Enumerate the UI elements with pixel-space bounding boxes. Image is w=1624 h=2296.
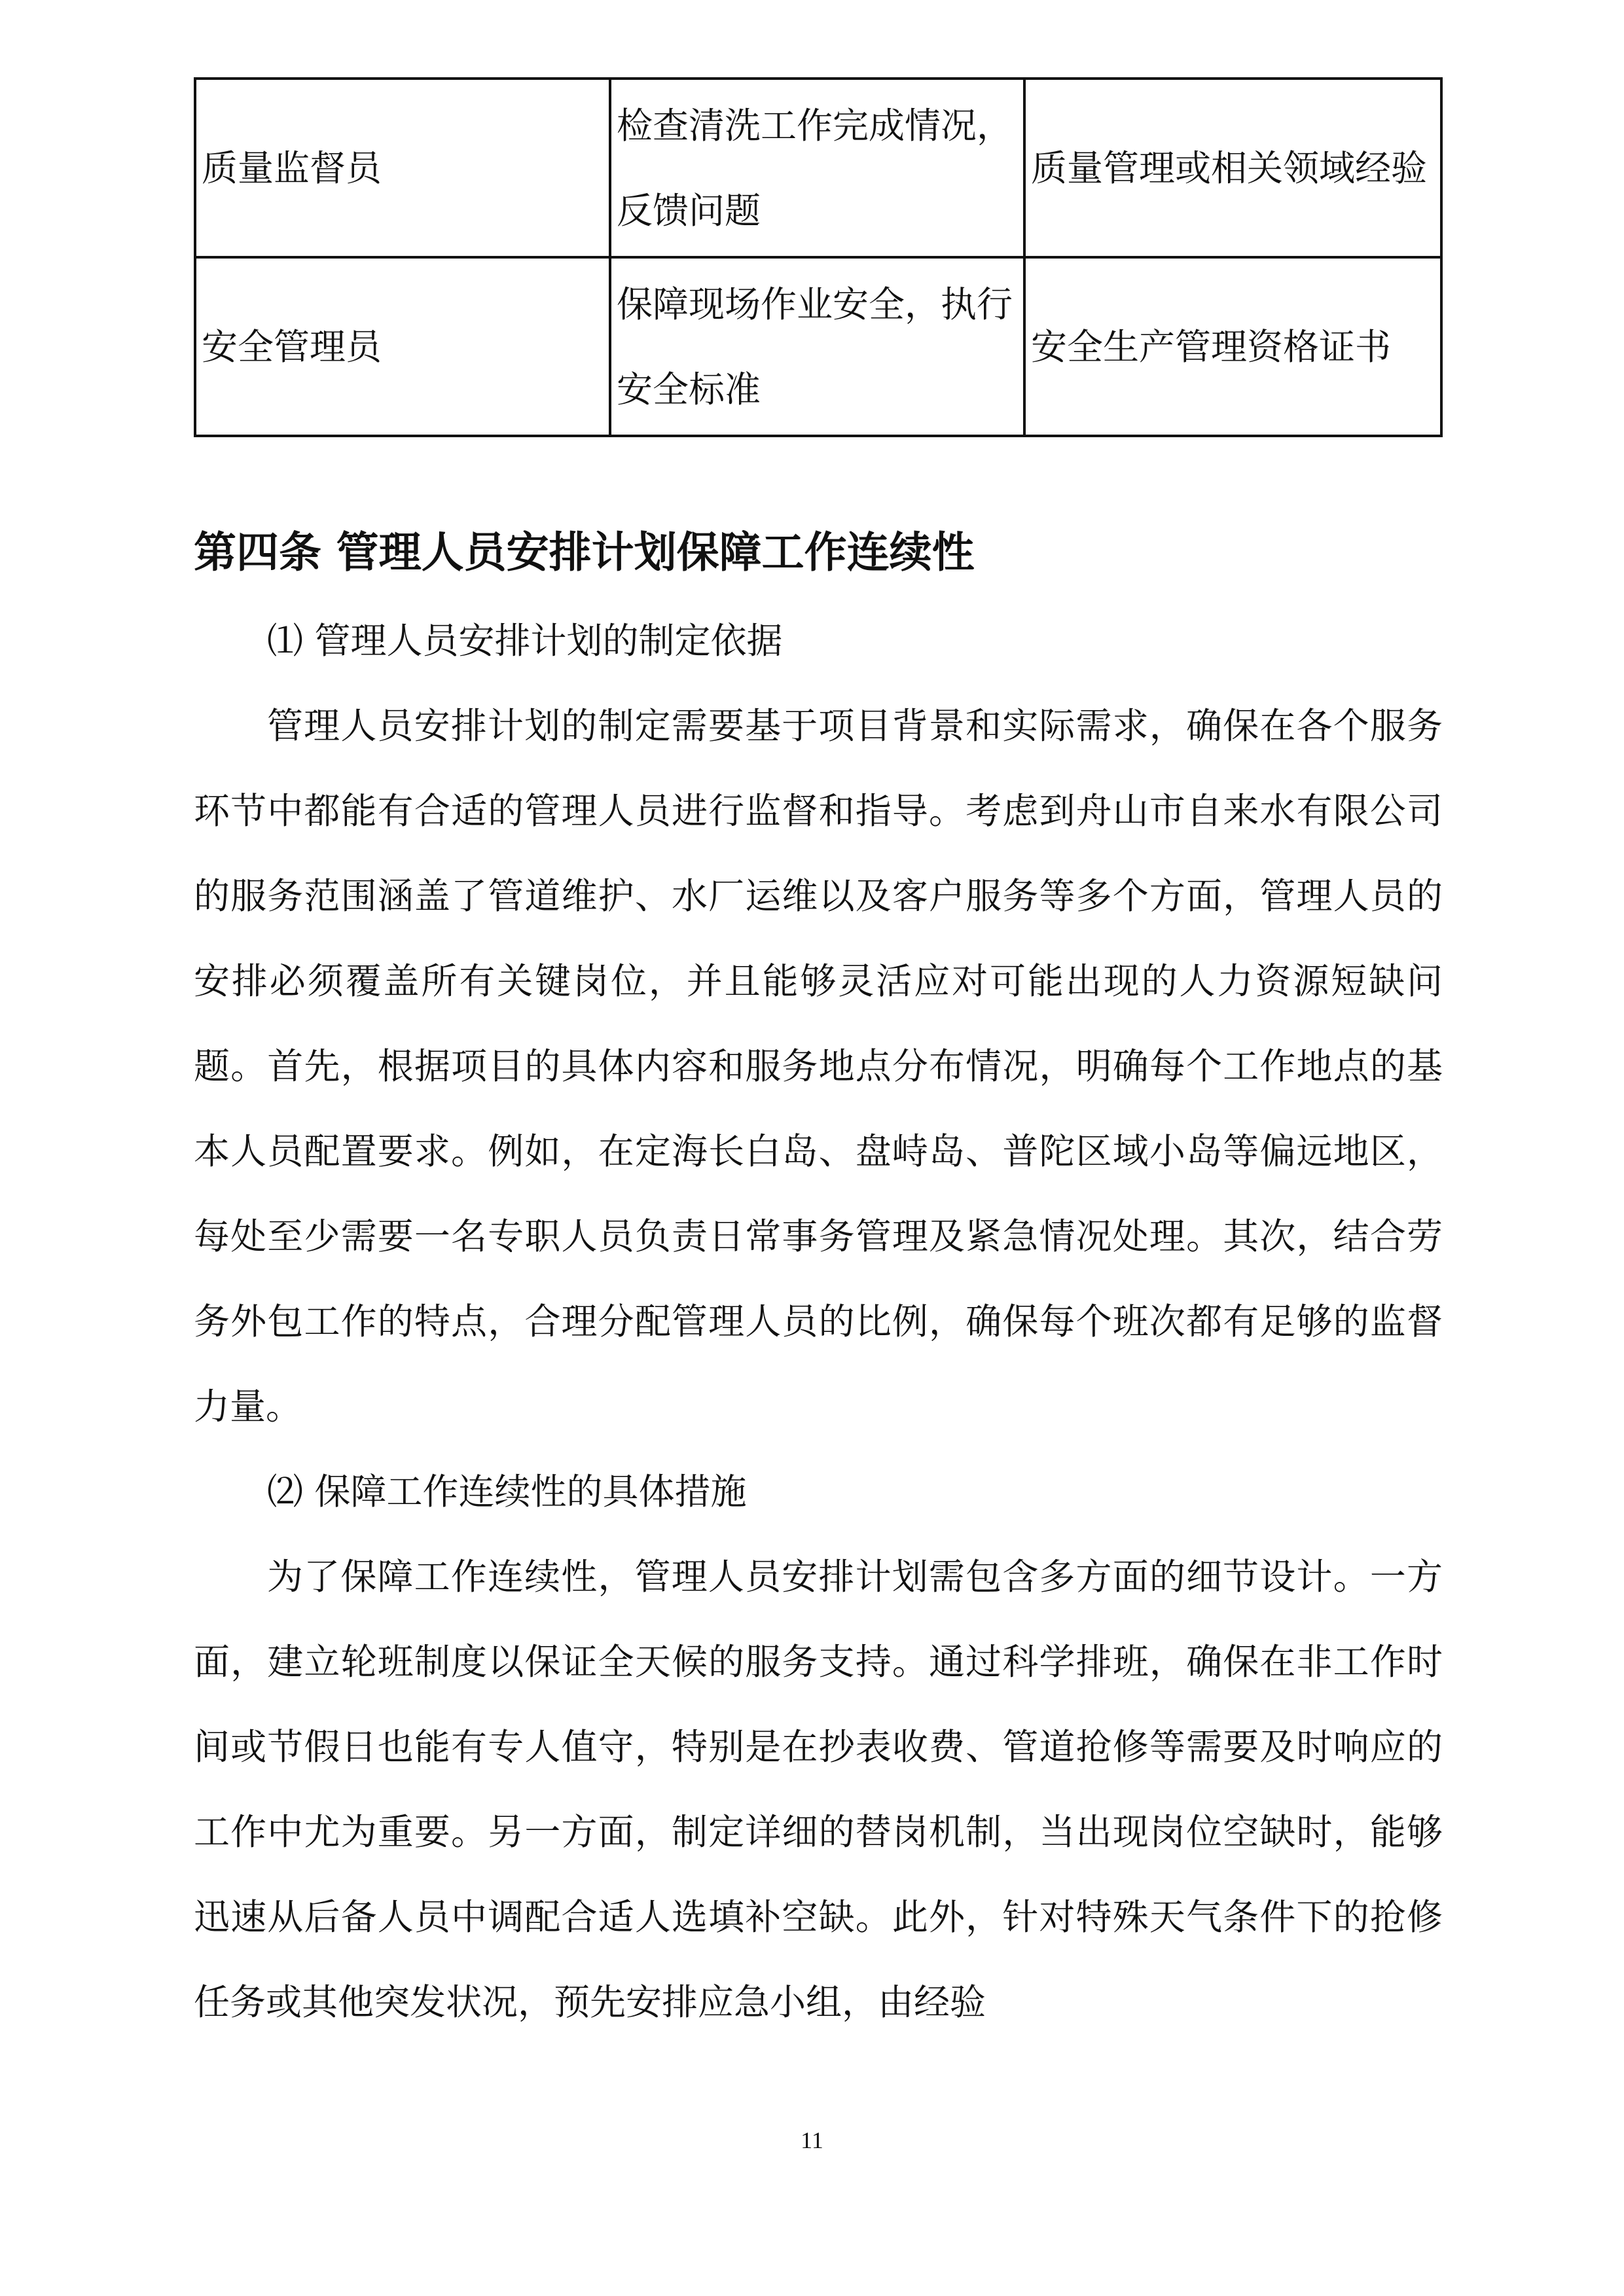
section1-title: ⑴ 管理人员安排计划的制定依据 bbox=[267, 620, 783, 662]
table-row bbox=[195, 79, 1441, 257]
section2-title: ⑵ 保障工作连续性的具体措施 bbox=[267, 1471, 747, 1513]
roles-table bbox=[194, 77, 1443, 437]
role-requirement-cell: 安全生产管理资格证书 bbox=[1024, 257, 1441, 436]
role-duty-cell: 检查清洗工作完成情况，反馈问题 bbox=[610, 79, 1024, 257]
page-number: 11 bbox=[801, 2127, 823, 2153]
role-name-cell: 质量监督员 bbox=[195, 79, 610, 257]
role-requirement-cell: 质量管理或相关领域经验 bbox=[1024, 79, 1441, 257]
article-heading: 第四条 管理人员安排计划保障工作连续性 bbox=[194, 528, 975, 577]
section2-paragraph: 为了保障工作连续性，管理人员安排计划需包含多方面的细节设计。一方面，建立轮班制度以保证全天候的服务支持。通过科学排班，确保在非工作时间或节假日也能有专人值守，特别是在抄表收费、管道抢修等需要及时响应的工作中尤为重要。另一方面，制定详细的替岗机制，当出现岗位空缺时，能够迅速从后备人员中调配合适人选填补空缺。此外，针对特殊天气条件下的抢修任务或其他突发状况，预先安排应急小组，由经验 bbox=[194, 1556, 1443, 2023]
role-duty-cell: 保障现场作业安全，执行安全标准 bbox=[610, 257, 1024, 436]
table-row bbox=[195, 257, 1441, 436]
role-name-cell: 安全管理员 bbox=[195, 257, 610, 436]
section1-paragraph: 管理人员安排计划的制定需要基于项目背景和实际需求，确保在各个服务环节中都能有合适的管理人员进行监督和指导。考虑到舟山市自来水有限公司的服务范围涵盖了管道维护、水厂运维以及客户服务等多个方面，管理人员的安排必须覆盖所有关键岗位，并且能够灵活应对可能出现的人力资源短缺问题。首先，根据项目的具体内容和服务地点分布情况，明确每个工作地点的基本人员配置要求。例如，在定海长白岛、盘峙岛、普陀区域小岛等偏远地区，每处至少需要一名专职人员负责日常事务管理及紧急情况处理。其次，结合劳务外包工作的特点，合理分配管理人员的比例，确保每个班次都有足够的监督力量。 bbox=[194, 705, 1443, 1427]
